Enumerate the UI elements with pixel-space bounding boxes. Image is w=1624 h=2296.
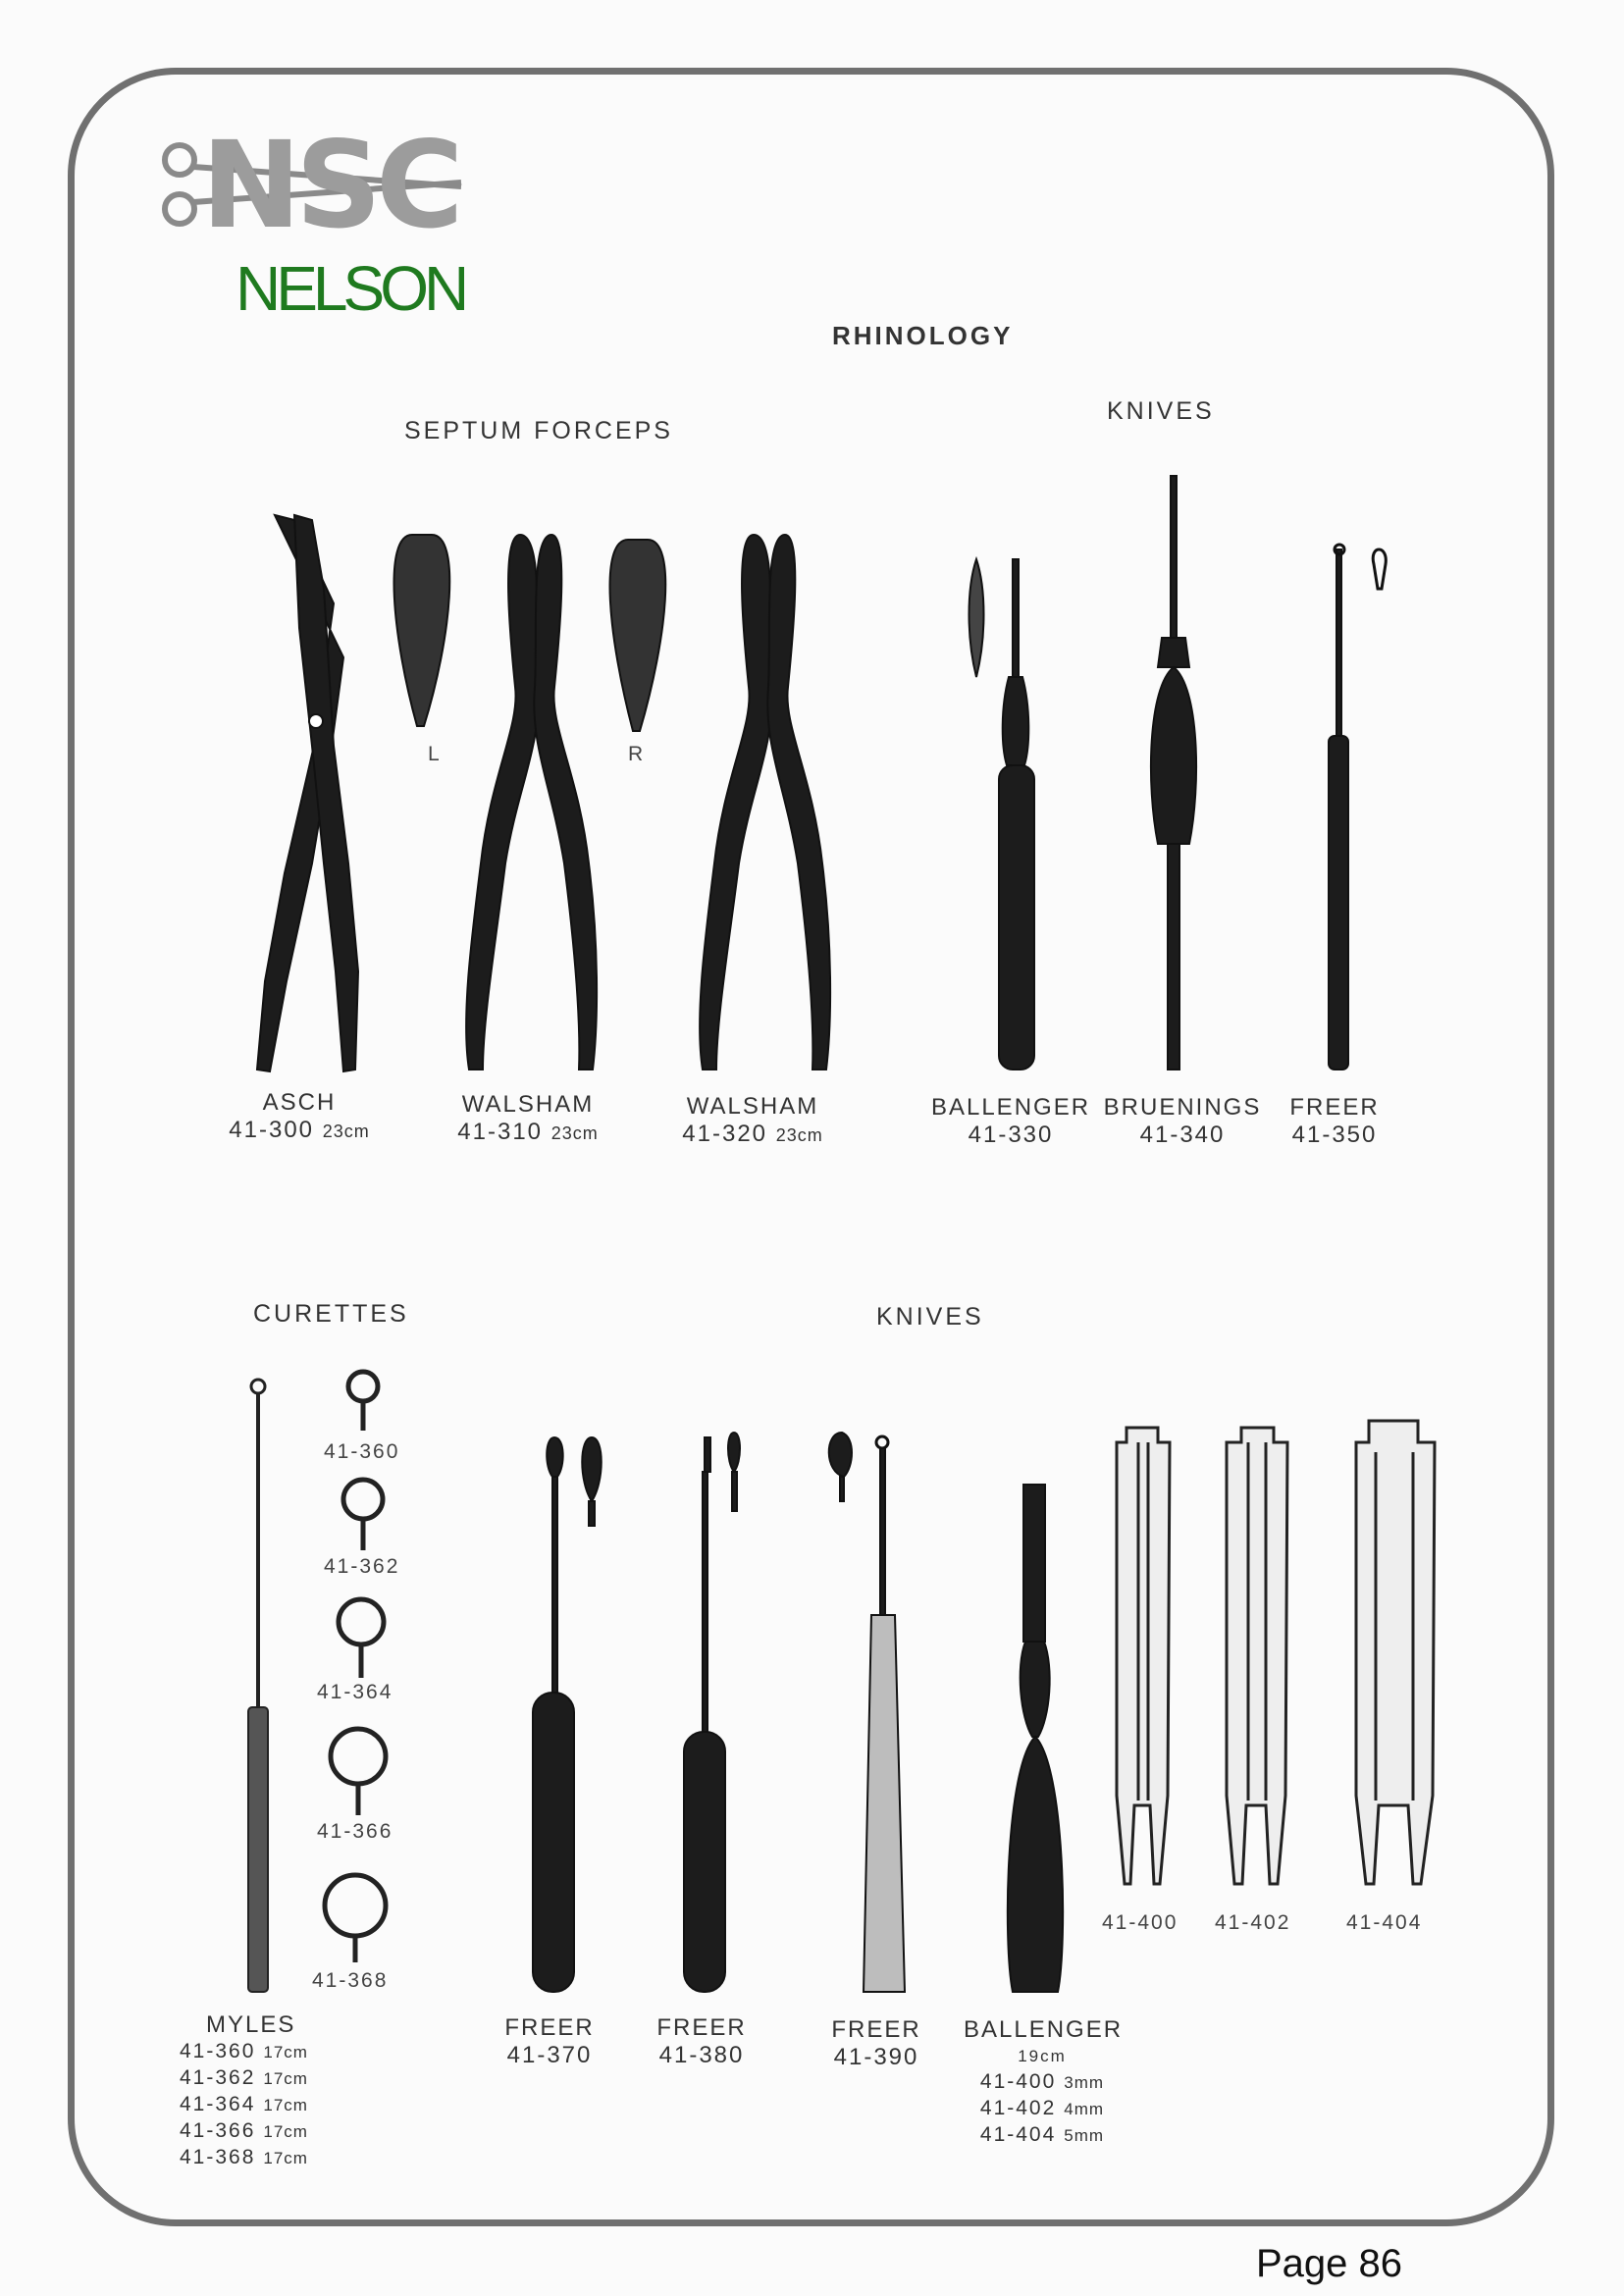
item-code: 41-350	[1291, 1121, 1378, 1148]
curette-tip-code: 41-360	[324, 1440, 400, 1463]
myles-entry	[180, 2092, 308, 2118]
blade-code: 41-402	[1215, 1911, 1291, 1934]
item-name: BALLENGER	[930, 1094, 1091, 1121]
brunings-knife-illustration	[1151, 476, 1196, 1070]
item-size: 23cm	[775, 1124, 823, 1145]
ballenger-name: BALLENGER	[964, 2016, 1124, 2043]
item-name: BRUENINGS	[1103, 1094, 1262, 1121]
item-name: WALSHAM	[461, 1091, 595, 1118]
item-size: 23cm	[322, 1121, 370, 1141]
logo-name: NELSON	[236, 253, 465, 324]
item-code: 41-340	[1139, 1121, 1226, 1148]
myles-entry	[180, 2118, 308, 2145]
ballenger-entry	[964, 2096, 1121, 2122]
entry-size: 17cm	[263, 2042, 308, 2061]
ballenger-knife-illustration-2	[1008, 1485, 1063, 1992]
item-name: WALSHAM	[686, 1093, 819, 1120]
entry-code: 41-364	[180, 2092, 256, 2115]
myles-curette-illustration	[248, 1380, 268, 1992]
ballenger-label	[964, 2016, 1124, 2149]
item-name: ASCH	[262, 1089, 337, 1116]
septum-forceps-heading: SEPTUM FORCEPS	[404, 417, 673, 444]
freer-knife-380-illustration	[684, 1433, 740, 1992]
freer-knife-illustration	[1329, 545, 1386, 1070]
item-code: 41-330	[968, 1121, 1054, 1148]
page-title: RHINOLOGY	[832, 321, 1014, 350]
entry-size: 17cm	[263, 2068, 308, 2088]
ballenger-size: 19cm	[1018, 2046, 1067, 2065]
entry-size: 17cm	[263, 2095, 308, 2114]
blade-41-402-illustration	[1227, 1428, 1287, 1884]
item-label-freer-390	[817, 2016, 935, 2070]
item-code: 41-380	[658, 2041, 745, 2068]
item-size: 23cm	[550, 1122, 599, 1143]
myles-entry	[180, 2145, 308, 2171]
forceps-tip-right-illustration	[609, 540, 665, 731]
curette-tip-code: 41-368	[312, 1969, 389, 1992]
item-code: 41-310	[457, 1118, 544, 1145]
myles-entry	[180, 2065, 308, 2092]
logo-letters: NSC	[201, 116, 458, 255]
ballenger-entry	[964, 2069, 1121, 2096]
detail-mark-right: R	[628, 743, 646, 765]
knives-bottom-heading: KNIVES	[876, 1303, 984, 1331]
item-label-freer-380	[643, 2014, 760, 2068]
myles-name: MYLES	[206, 2011, 296, 2038]
item-label-walsham-320	[669, 1093, 836, 1147]
freer-knife-390-illustration	[829, 1433, 905, 1992]
entry-size: 17cm	[263, 2148, 308, 2167]
page-number: Page 86	[1256, 2242, 1403, 2285]
item-name: FREER	[656, 2014, 747, 2041]
curette-tip-code: 41-366	[317, 1820, 393, 1843]
entry-size: 5mm	[1064, 2125, 1105, 2145]
item-label-asch	[216, 1089, 383, 1143]
curette-tip-code: 41-362	[324, 1555, 400, 1578]
curette-tip-code: 41-364	[317, 1681, 393, 1703]
freer-knife-370-illustration	[533, 1437, 602, 1992]
entry-size: 4mm	[1064, 2099, 1105, 2118]
item-code: 41-300	[229, 1116, 315, 1143]
myles-label	[180, 2011, 308, 2171]
entry-code: 41-400	[979, 2069, 1057, 2093]
entry-code: 41-402	[979, 2096, 1057, 2119]
item-name: FREER	[1289, 1094, 1380, 1121]
forceps-tip-left-illustration	[393, 535, 449, 726]
item-label-ballenger	[927, 1094, 1094, 1148]
item-name: FREER	[504, 2014, 595, 2041]
walsham-forceps-illustration	[466, 535, 597, 1070]
item-label-freer-370	[491, 2014, 608, 2068]
blade-41-400-illustration	[1117, 1428, 1170, 1884]
walsham-forceps-illustration-2	[700, 535, 830, 1070]
entry-size: 17cm	[263, 2121, 308, 2141]
blade-code: 41-404	[1346, 1911, 1423, 1934]
entry-code: 41-404	[979, 2122, 1057, 2146]
entry-size: 3mm	[1064, 2072, 1105, 2092]
item-label-brunings	[1099, 1094, 1266, 1148]
entry-code: 41-360	[180, 2039, 256, 2062]
detail-mark-left: L	[428, 743, 442, 765]
item-code: 41-320	[682, 1120, 768, 1147]
entry-code: 41-362	[180, 2065, 256, 2089]
entry-code: 41-368	[180, 2145, 256, 2168]
item-label-freer	[1276, 1094, 1393, 1148]
item-code: 41-370	[506, 2041, 593, 2068]
curettes-heading: CURETTES	[253, 1300, 409, 1328]
item-name: FREER	[831, 2016, 921, 2043]
myles-entry	[180, 2039, 308, 2065]
item-label-walsham-310	[445, 1091, 611, 1145]
item-code: 41-390	[833, 2043, 919, 2070]
ballenger-entry	[964, 2122, 1121, 2149]
entry-code: 41-366	[180, 2118, 256, 2142]
knives-top-heading: KNIVES	[1107, 397, 1215, 425]
asch-forceps-illustration	[257, 515, 358, 1071]
blade-41-404-illustration	[1356, 1421, 1435, 1884]
ballenger-knife-illustration	[969, 559, 1035, 1070]
blade-code: 41-400	[1102, 1911, 1179, 1934]
